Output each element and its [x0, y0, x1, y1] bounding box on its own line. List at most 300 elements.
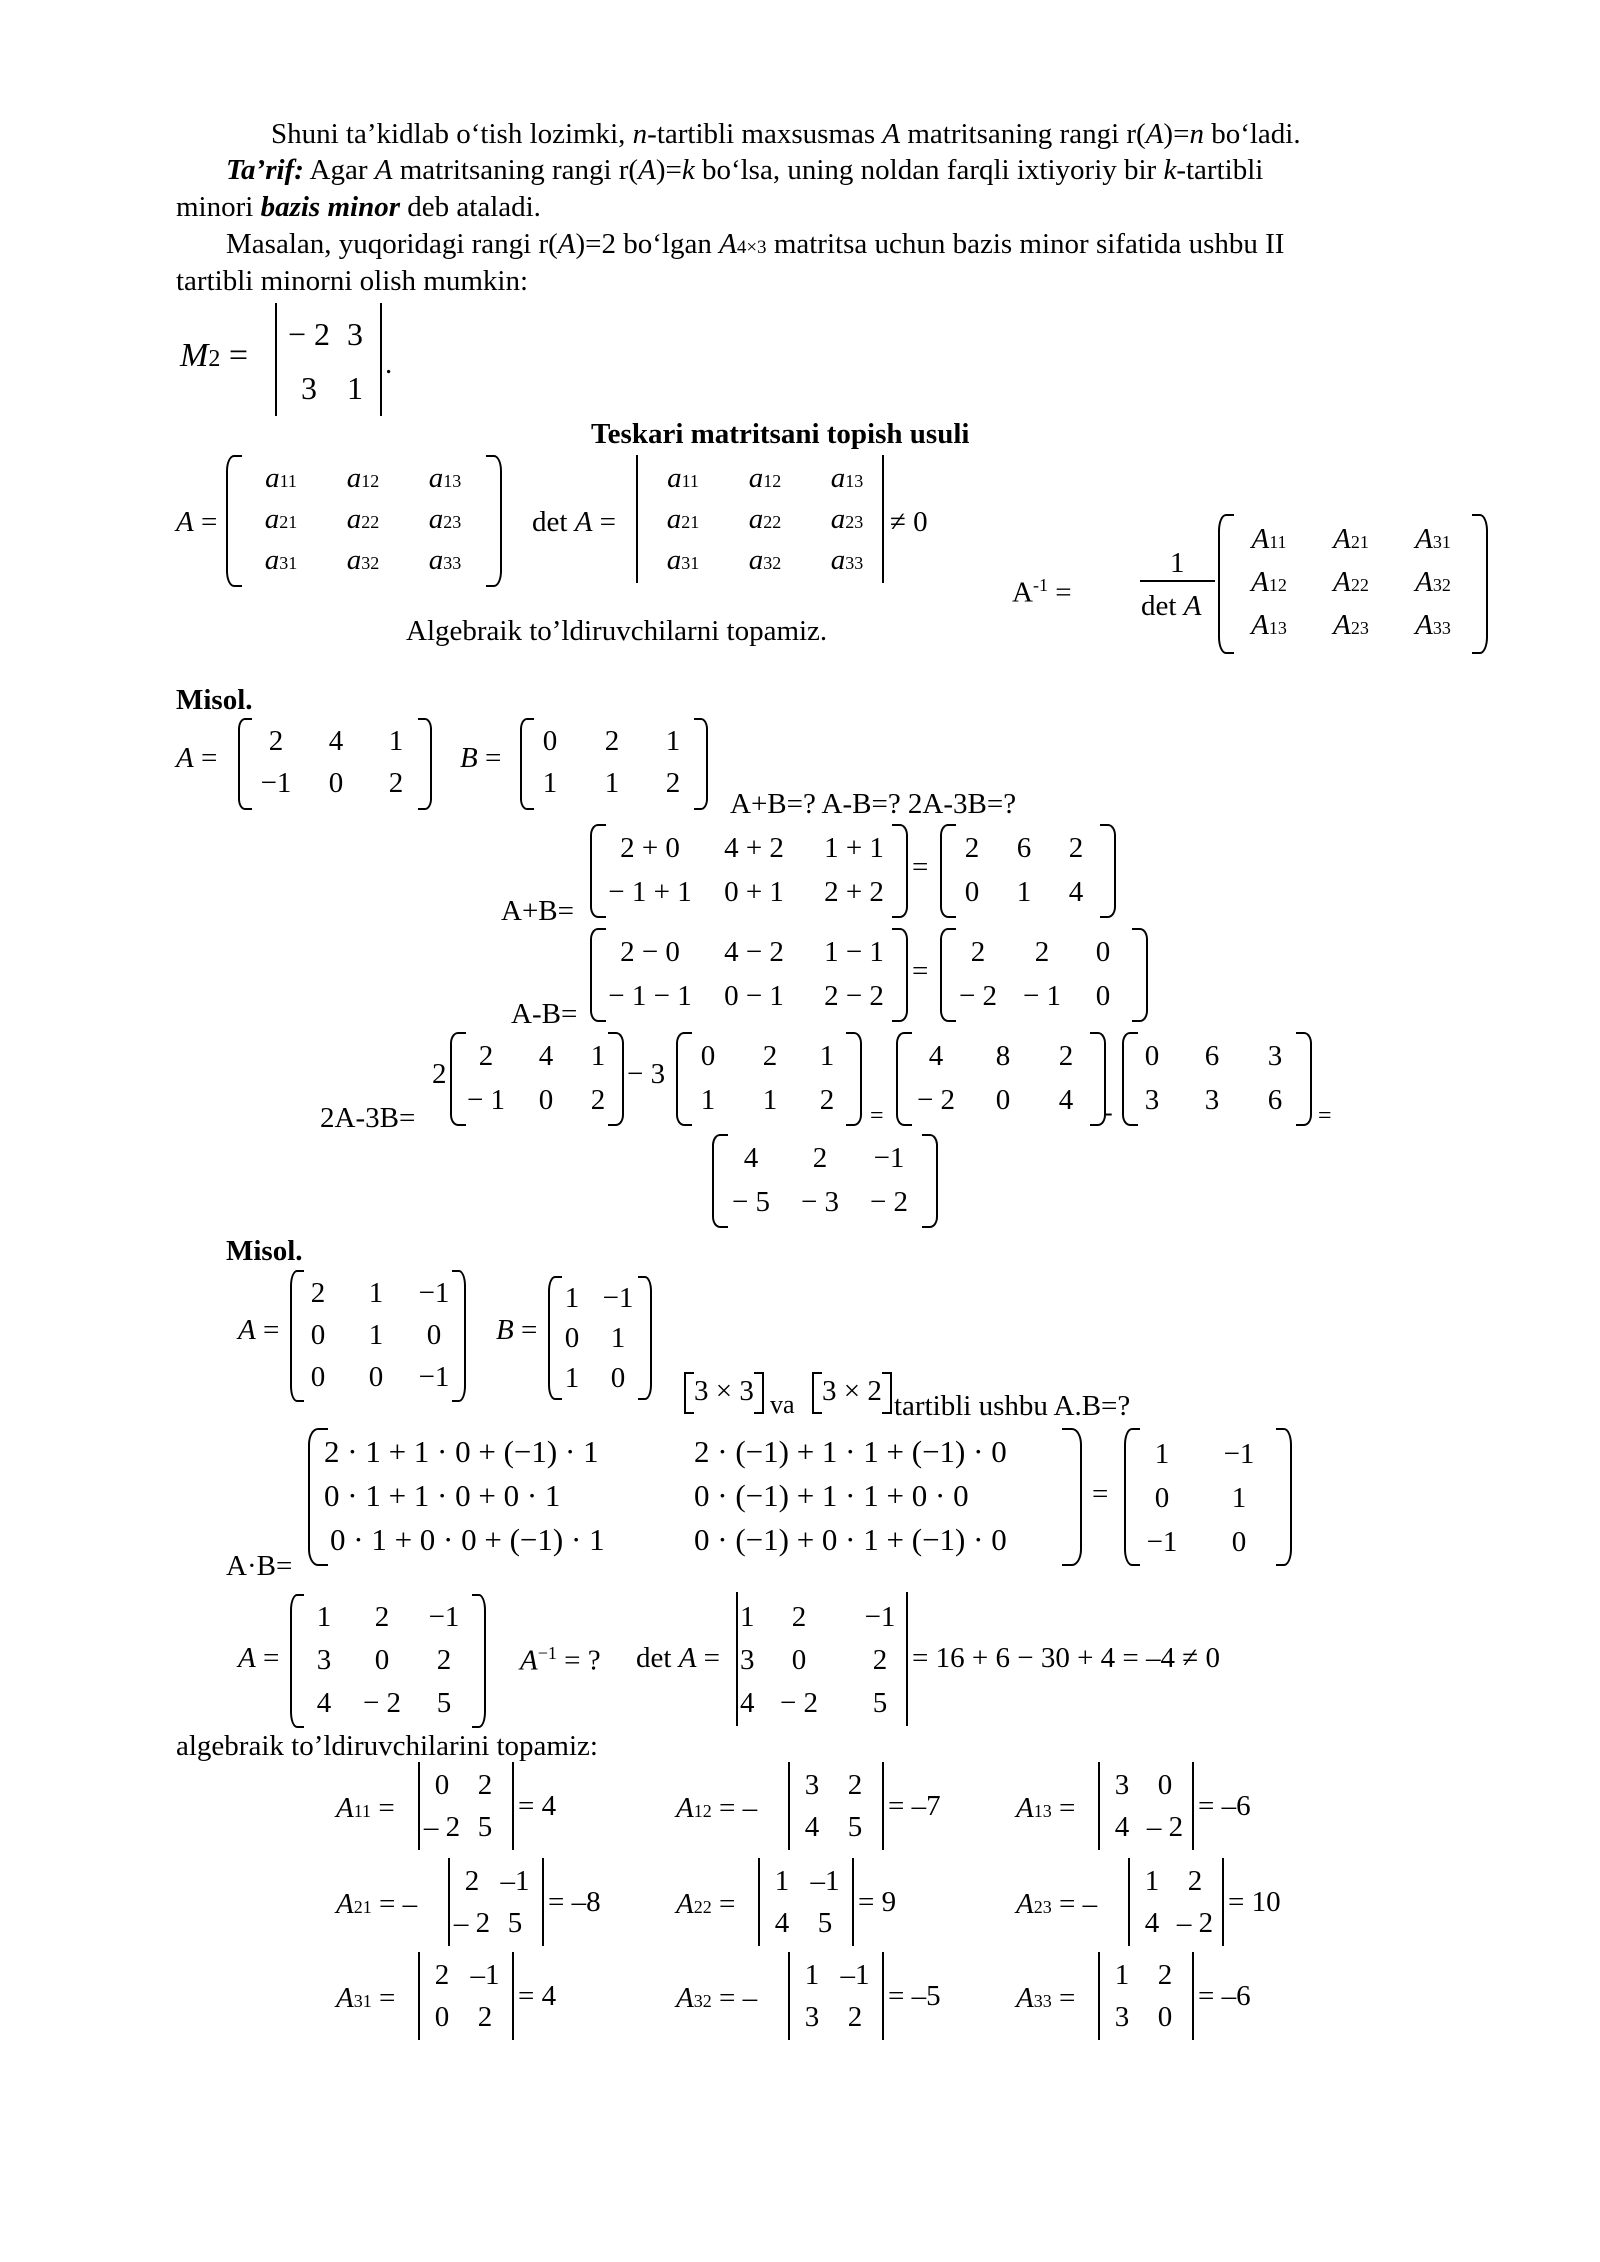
matrix-cell: 2 + 2	[824, 875, 884, 908]
matrix-entry	[1228, 609, 1310, 642]
matrix-entry	[642, 544, 724, 577]
cofactor-bar-right	[1192, 1952, 1194, 2040]
matrix-cell: 0	[310, 1360, 326, 1393]
ex1-lin-b-cells	[678, 1034, 852, 1122]
matrix-cell: 4	[1058, 1083, 1074, 1116]
cofactor-bar-right	[852, 1858, 854, 1946]
matrix-cell: 2	[665, 766, 681, 799]
matrix-cell: 2 + 0	[620, 831, 680, 864]
cofactor-symbol: A	[676, 1982, 694, 2014]
matrix-entry	[642, 462, 724, 495]
cofactor-result: = –6	[1198, 1980, 1251, 2012]
minor-cell: 3	[1114, 2000, 1130, 2033]
dim2-bracket-left	[812, 1372, 822, 1414]
entry-symbol: A	[1415, 566, 1433, 598]
minor-cell: 5	[477, 1810, 493, 1843]
minor-cell: –1	[470, 1958, 500, 1991]
entry-index: 33	[1432, 618, 1451, 638]
example-2-heading: Misol.	[226, 1235, 303, 1267]
matrix-entry	[1392, 609, 1474, 642]
ex3-det-label: det A =	[636, 1642, 721, 1674]
minor-cell: 3	[1114, 1768, 1130, 1801]
matrix-entry	[1228, 566, 1310, 599]
matrix-cell: −1	[602, 1281, 634, 1314]
cofactor-label	[1016, 1984, 1075, 2013]
minor-cell: 3	[804, 1768, 820, 1801]
matrix-entry	[724, 544, 806, 577]
matrix-entry	[240, 503, 322, 536]
cofactor-sign: = –	[1058, 1888, 1098, 1920]
cofactor-sign: =	[718, 1888, 736, 1920]
ex1-diff-label: A-B=	[511, 998, 578, 1030]
entry-index: 21	[279, 512, 298, 532]
inverse-fraction-line	[1140, 580, 1215, 582]
matrix-cell: −1	[873, 1141, 905, 1174]
minor-cell: 0	[434, 1768, 450, 1801]
ex3-a-label: A =	[238, 1642, 280, 1674]
cofactor-result: = –5	[888, 1980, 941, 2012]
cofactor-label	[336, 1890, 417, 1919]
matrix-entry	[1228, 523, 1310, 556]
matrix-cell: 3	[740, 1644, 755, 1676]
minor-cell: 1	[1114, 1958, 1130, 1991]
matrix-entry	[724, 462, 806, 495]
matrix-cell: 1	[1154, 1437, 1170, 1470]
inverse-label: $A^{-1}$ =	[1012, 575, 1072, 609]
entry-symbol: a	[748, 544, 764, 576]
matrix-entry	[240, 544, 322, 577]
entry-index: 33	[845, 553, 864, 573]
cofactor-bar-left	[1098, 1952, 1100, 2040]
cofactor-symbol: A	[1016, 1888, 1034, 1920]
cofactor-minor	[422, 1764, 508, 1848]
cofactor-minor	[792, 1954, 878, 2038]
matrix-entry	[322, 503, 404, 536]
minor-cell: 4	[774, 1906, 790, 1939]
entry-symbol: A	[1415, 523, 1433, 555]
matrix-cell: 6	[1267, 1083, 1283, 1116]
matrix-cell: − 5	[731, 1185, 771, 1218]
entry-symbol: a	[346, 544, 362, 576]
cofactor-bar-left	[1098, 1762, 1100, 1850]
matrix-cell: 4	[743, 1141, 759, 1174]
matrix-entry	[322, 544, 404, 577]
ex1-lin-equals-1: =	[870, 1103, 884, 1129]
entry-index: 23	[845, 512, 864, 532]
matrix-cell: 3	[316, 1644, 332, 1676]
matrix-cell: 1	[1016, 875, 1032, 908]
matrix-cell: − 2	[779, 1687, 819, 1719]
matrix-cell: 2 − 0	[620, 935, 680, 968]
minor-cell: 1	[774, 1864, 790, 1897]
matrix-entry	[1392, 566, 1474, 599]
minor-cell: 4	[1144, 1906, 1160, 1939]
cofactor-sign: = –	[718, 1982, 758, 2014]
entry-symbol: a	[830, 503, 846, 535]
cofactor-sign: =	[1058, 1982, 1076, 2014]
minor-dot: .	[385, 348, 393, 380]
cofactor-result: = 4	[518, 1980, 557, 2012]
cofactor-sign: =	[1058, 1792, 1076, 1824]
cofactor-symbol: A	[1016, 1792, 1034, 1824]
cofactor-index: 33	[1033, 1991, 1052, 2011]
matrix-cell: 1	[604, 766, 620, 799]
entry-index: 13	[845, 471, 864, 491]
matrix-cell: 1	[700, 1083, 716, 1116]
cofactor-bar-right	[1222, 1858, 1224, 1946]
matrix-cell: 2	[872, 1644, 888, 1676]
matrix-cell: 6	[1204, 1039, 1220, 1072]
entry-index: 11	[1269, 532, 1287, 552]
ex1-diff-equals: =	[912, 955, 929, 987]
entry-symbol: a	[830, 462, 846, 494]
inverse-fraction-numerator: 1	[1170, 547, 1185, 579]
matrix-cell: 2	[478, 1039, 494, 1072]
minor-bar-left	[275, 303, 277, 416]
matrix-cell: 1	[368, 1318, 384, 1351]
entry-symbol: A	[1333, 566, 1351, 598]
entry-index: 13	[1268, 618, 1287, 638]
matrix-cell: 2	[791, 1601, 807, 1633]
minor-cell: 5	[847, 1810, 863, 1843]
matrix-cell: 3	[1144, 1083, 1160, 1116]
det-neq: ≠ 0	[890, 506, 928, 538]
matrix-cell: − 1	[466, 1083, 506, 1116]
matrix-cell: 0	[310, 1318, 326, 1351]
ab-row-1-col-2: 2 · (−1) + 1 · 1 + (−1) · 0	[694, 1434, 1007, 1469]
entry-symbol: a	[428, 544, 444, 576]
matrix-cell: 0	[1231, 1525, 1247, 1558]
matrix-cell: 1	[665, 724, 681, 757]
matrix-entry	[240, 462, 322, 495]
matrix-cell: 0	[564, 1321, 580, 1354]
minor-cell: 1	[1144, 1864, 1160, 1897]
ex1-diff-lhs-cells	[598, 930, 902, 1018]
matrix-cell: 2	[310, 1276, 326, 1309]
matrix-cell: −1	[418, 1276, 450, 1309]
cofactor-symbol: A	[336, 1888, 354, 1920]
matrix-cell: 1	[564, 1281, 580, 1314]
cofactor-index: 23	[1033, 1897, 1052, 1917]
matrix-cell: 0	[328, 766, 344, 799]
entry-symbol: A	[1333, 523, 1351, 555]
cofactor-minor	[792, 1764, 878, 1848]
cofactor-bar-right	[542, 1858, 544, 1946]
entry-index: 33	[443, 553, 462, 573]
cofactor-label	[1016, 1794, 1075, 1823]
minor-cell: 3	[804, 2000, 820, 2033]
minor-cell: 2	[1187, 1864, 1203, 1897]
matrix-cell: 2	[374, 1601, 390, 1633]
minor-cell: 2	[477, 2000, 493, 2033]
ex3-det-bar-left	[736, 1592, 738, 1726]
cofactor-label	[676, 1984, 757, 2013]
example-1-heading: Misol.	[176, 684, 253, 716]
cofactor-bar-right	[512, 1952, 514, 2040]
matrix-cell: 2	[1058, 1039, 1074, 1072]
dim1-bracket-right	[754, 1372, 764, 1414]
cofactor-bar-left	[448, 1858, 450, 1946]
ex1-sum-equals: =	[912, 851, 929, 883]
entry-symbol: a	[666, 544, 682, 576]
entry-symbol: a	[830, 544, 846, 576]
matrix-entry	[806, 503, 888, 536]
dim1-bracket-left	[684, 1372, 694, 1414]
entry-index: 21	[681, 512, 700, 532]
ex1-b-label: B =	[460, 742, 502, 774]
minor-m2-cells: − 2 3 3 1	[287, 315, 363, 406]
matrix-cell: 0	[368, 1360, 384, 1393]
entry-index: 22	[763, 512, 782, 532]
ex1-sum-label: A+B=	[501, 895, 574, 927]
matrix-cell: − 1 − 1	[608, 979, 692, 1012]
matrix-cell: − 1 + 1	[608, 875, 692, 908]
minor-cell: – 2	[1176, 1906, 1214, 1939]
ex3-inverse-question: $A^{-1}$ = ?	[520, 1643, 601, 1677]
matrix-cell: 2	[819, 1083, 835, 1116]
matrix-cell: 2	[762, 1039, 778, 1072]
matrix-cell: 1	[610, 1321, 626, 1354]
matrix-entry	[806, 544, 888, 577]
matrix-cell: −1	[1223, 1437, 1255, 1470]
matrix-cell: 6	[1016, 831, 1032, 864]
cofactor-bar-right	[512, 1762, 514, 1850]
cofactor-sign: = –	[378, 1888, 418, 1920]
matrix-cell: 0	[995, 1083, 1011, 1116]
entry-index: 31	[1432, 532, 1451, 552]
ex1-sum-rhs-cells	[946, 826, 1102, 914]
entry-index: 22	[1350, 575, 1369, 595]
ex1-a-label: A =	[176, 742, 218, 774]
matrix-cell: − 3	[800, 1185, 840, 1218]
matrix-cell: 1	[740, 1601, 755, 1633]
matrix-cell: 2	[1068, 831, 1084, 864]
cofactor-index: 21	[353, 1897, 372, 1917]
entry-index: 23	[443, 512, 462, 532]
det-cells	[642, 458, 888, 581]
cofactor-result: = 4	[518, 1790, 557, 1822]
ex2-b-label: B =	[496, 1314, 538, 1346]
cofactor-result: = –6	[1198, 1790, 1251, 1822]
matrix-cell: 4	[538, 1039, 554, 1072]
matrix-cell: 0	[1095, 979, 1111, 1012]
det-bar-left	[636, 455, 638, 583]
minor-cell: – 2	[1146, 1810, 1184, 1843]
definition-line-2: minori bazis minor deb ataladi.	[176, 191, 541, 223]
ex1-diff-rhs-cells	[946, 930, 1132, 1018]
entry-index: 12	[361, 471, 380, 491]
entry-symbol: a	[264, 544, 280, 576]
cofactor-bar-right	[882, 1952, 884, 2040]
cofactor-bar-left	[418, 1762, 420, 1850]
matrix-cell: 2 − 2	[824, 979, 884, 1012]
ex1-lin-minus: -	[1104, 1098, 1113, 1127]
cofactor-minor	[1102, 1764, 1188, 1848]
ex1-sum-lhs-cells	[598, 826, 902, 914]
matrix-cell: 0 − 1	[724, 979, 784, 1012]
cofactor-bar-left	[788, 1762, 790, 1850]
ex3-a-cells	[296, 1596, 476, 1725]
minor-cell: –1	[840, 1958, 870, 1991]
ex1-question: A+B=? A-B=? 2A-3B=?	[730, 788, 1017, 820]
entry-index: 11	[279, 471, 297, 491]
adjugate-cells	[1228, 518, 1474, 647]
ex1-coef-2: 2	[432, 1058, 447, 1090]
minor-cell: 5	[817, 1906, 833, 1939]
minor-cell: 2	[477, 1768, 493, 1801]
ex2-question: tartibli ushbu A.B=?	[894, 1390, 1131, 1422]
ex2-a-cells	[290, 1272, 462, 1398]
entry-symbol: a	[666, 503, 682, 535]
cofactor-bar-left	[1128, 1858, 1130, 1946]
ab-row-1-col-1: 2 · 1 + 1 · 0 + (−1) · 1	[324, 1434, 599, 1469]
cofactor-result: = 9	[858, 1886, 897, 1918]
entry-index: 23	[1350, 618, 1369, 638]
matrix-cell: 1	[762, 1083, 778, 1116]
matrix-cell: 4	[740, 1687, 755, 1719]
minor-bar-right	[380, 303, 382, 416]
matrix-cell: 4	[316, 1687, 332, 1719]
matrix-cell: 2	[1034, 935, 1050, 968]
cofactor-sign: =	[378, 1792, 395, 1824]
matrix-entry	[1392, 523, 1474, 556]
minor-cell: – 2	[453, 1906, 491, 1939]
entry-index: 22	[361, 512, 380, 532]
cofactor-label	[336, 1794, 395, 1823]
entry-symbol: a	[748, 462, 764, 494]
cofactor-minor	[1102, 1954, 1188, 2038]
ex1-a-cells	[246, 720, 426, 804]
example-paragraph-line-1: Masalan, yuqoridagi rangi r(A)=2 bo‘lgan A4×3 matritsa uchun bazis minor sifatida ushbu II	[226, 228, 1285, 260]
ab-row-2-col-2: 0 · (−1) + 1 · 1 + 0 · 0	[694, 1478, 969, 1513]
ex3-det-result: = 16 + 6 − 30 + 4 = –4 ≠ 0	[912, 1642, 1220, 1674]
matrix-entry	[1310, 566, 1392, 599]
ex1-lin-result-cells	[716, 1136, 924, 1224]
matrix-cell: 0	[700, 1039, 716, 1072]
det-label: det A =	[532, 506, 617, 538]
matrix-cell: 3	[1204, 1083, 1220, 1116]
minor-cell: 2	[1157, 1958, 1173, 1991]
matrix-cell: 5	[872, 1687, 888, 1719]
matrix-cell: 0	[791, 1644, 807, 1676]
ab-paren-right	[1062, 1428, 1082, 1566]
entry-index: 12	[1268, 575, 1287, 595]
matrix-cell: 1	[590, 1039, 606, 1072]
entry-symbol: a	[748, 503, 764, 535]
cofactor-index: 32	[693, 1991, 712, 2011]
cofactor-bar-right	[1192, 1762, 1194, 1850]
entry-index: 31	[681, 553, 700, 573]
entry-symbol: a	[428, 462, 444, 494]
matrix-cell: 4 − 2	[724, 935, 784, 968]
cofactor-symbol: A	[1016, 1982, 1034, 2014]
minor-cell: 2	[434, 1958, 450, 1991]
cofactor-index: 11	[353, 1801, 372, 1821]
cofactor-bar-left	[758, 1858, 760, 1946]
minor-cell: 4	[1114, 1810, 1130, 1843]
matrix-cell: − 1	[1022, 979, 1062, 1012]
minor-cell: 5	[507, 1906, 523, 1939]
ex1-lin-3b-cells	[1124, 1034, 1306, 1122]
entry-symbol: a	[265, 462, 280, 494]
section-heading: Teskari matritsani topish usuli	[591, 418, 970, 450]
entry-symbol: A	[1415, 609, 1433, 641]
cofactor-bar-left	[418, 1952, 420, 2040]
ex1-b-cells	[520, 720, 702, 804]
algebraik-intro: algebraik to’ldiruvchilarini topamiz:	[176, 1730, 598, 1762]
ab-row-3-col-1: 0 · 1 + 0 · 0 + (−1) · 1	[330, 1522, 605, 1557]
entry-index: 32	[763, 553, 782, 573]
matrix-cell: 0	[542, 724, 558, 757]
matrix-cell: −1	[418, 1360, 450, 1393]
matrix-cell: 3	[1267, 1039, 1283, 1072]
matrix-entry	[404, 462, 486, 495]
matrix-cell: 0 + 1	[724, 875, 784, 908]
matrix-cell: 4	[928, 1039, 944, 1072]
cofactor-result: = –7	[888, 1790, 941, 1822]
matrix-cell: 0	[1095, 935, 1111, 968]
matrix-cell: 2	[268, 724, 284, 757]
matrix-cell: 2	[812, 1141, 828, 1174]
minor-cell: – 2	[423, 1810, 461, 1843]
cofactor-symbol: A	[676, 1888, 694, 1920]
entry-index: 21	[1350, 532, 1369, 552]
entry-index: 13	[443, 471, 462, 491]
matrix-cell: −1	[428, 1601, 460, 1633]
matrix-entry	[806, 462, 888, 495]
matrix-cell: −1	[864, 1601, 896, 1633]
dim1: 3 × 3	[694, 1375, 754, 1407]
matrix-cell: − 2	[916, 1083, 956, 1116]
matrix-cell: 0	[610, 1361, 626, 1394]
matrix-cell: 0	[1144, 1039, 1160, 1072]
matrix-cell: 1 − 1	[824, 935, 884, 968]
minor-cell: 2	[847, 2000, 863, 2033]
ab-result-cells	[1130, 1432, 1284, 1564]
matrix-entry	[322, 462, 404, 495]
minor-cell: 1	[804, 1958, 820, 1991]
minor-cell: 0	[1157, 1768, 1173, 1801]
general-matrix-paren-right	[486, 455, 502, 587]
cofactor-symbol: A	[676, 1792, 694, 1824]
entry-index: 32	[1432, 575, 1451, 595]
cofactor-bar-right	[882, 1762, 884, 1850]
cofactor-symbol: A	[336, 1792, 354, 1824]
matrix-cell: −1	[260, 766, 292, 799]
ab-equals: =	[1092, 1478, 1109, 1510]
matrix-cell: 1	[388, 724, 404, 757]
cofactor-minor	[1132, 1860, 1218, 1944]
cofactor-minor	[422, 1954, 508, 2038]
matrix-cell: − 2	[869, 1185, 909, 1218]
ab-row-2-col-1: 0 · 1 + 1 · 0 + 0 · 1	[324, 1478, 561, 1513]
cofactor-index: 22	[693, 1897, 712, 1917]
ex1-diff-rhs-paren-right	[1132, 928, 1148, 1022]
cofactor-sign: =	[378, 1982, 396, 2014]
minor-cell: 2	[464, 1864, 480, 1897]
entry-index: 12	[763, 471, 782, 491]
cofactor-index: 31	[353, 1991, 372, 2011]
minor-cell: 0	[1157, 2000, 1173, 2033]
matrix-cell: − 2	[958, 979, 998, 1012]
entry-index: 11	[681, 471, 699, 491]
ab-row-3-col-2: 0 · (−1) + 0 · 1 + (−1) · 0	[694, 1522, 1007, 1557]
dim2: 3 × 2	[822, 1375, 882, 1407]
cofactor-index: 12	[693, 1801, 712, 1821]
cofactor-bar-left	[788, 1952, 790, 2040]
matrix-entry	[642, 503, 724, 536]
cofactor-minor	[762, 1860, 848, 1944]
